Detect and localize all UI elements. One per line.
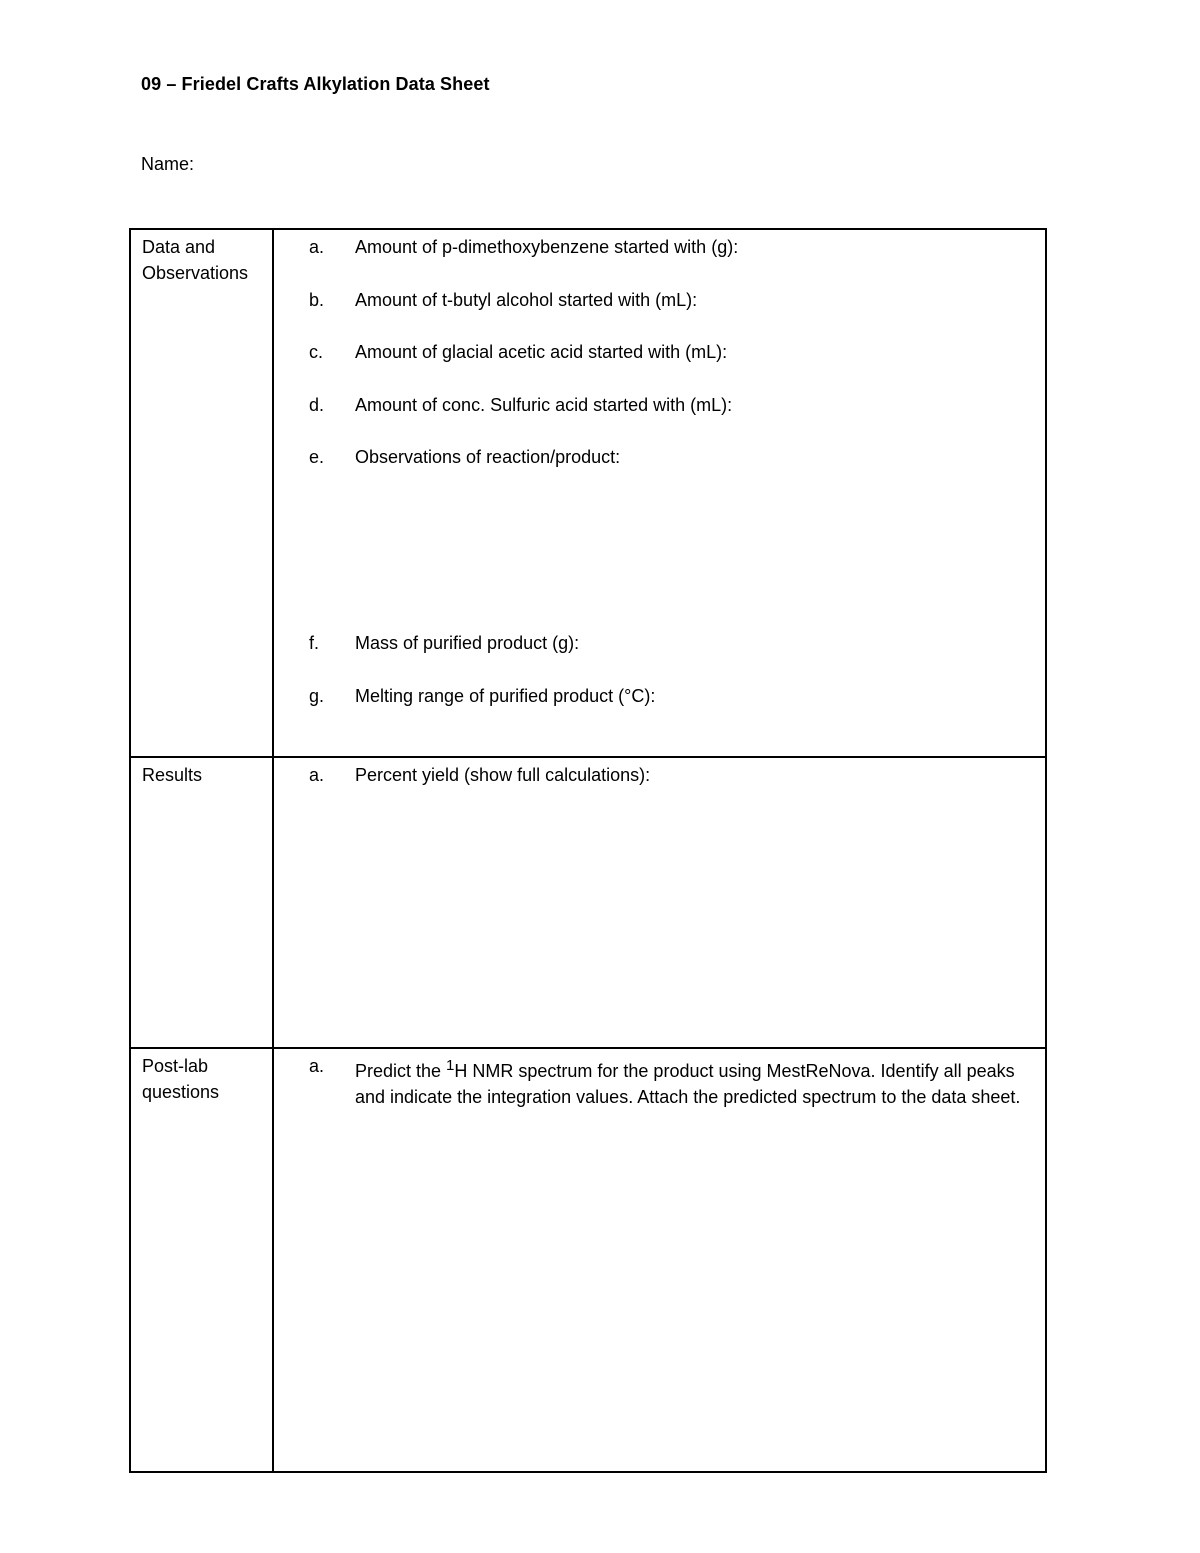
item-text-after: H NMR spectrum for the product using MestReNova. Identify all peaks and indicate the integration values. Attach the predicted spectrum to the data sheet. bbox=[355, 1061, 1021, 1107]
item-text: Melting range of purified product (°C): bbox=[355, 685, 656, 706]
item-letter: a. bbox=[309, 765, 325, 785]
list-item bbox=[274, 630, 1025, 656]
list-item bbox=[274, 234, 1025, 260]
page-title: 09 – Friedel Crafts Alkylation Data Sheet bbox=[141, 74, 490, 94]
post-lab-content-cell bbox=[273, 1048, 1046, 1472]
item-letter: a. bbox=[309, 1056, 325, 1076]
item-letter: g. bbox=[309, 685, 325, 706]
data-observations-list bbox=[274, 230, 1045, 709]
list-item bbox=[274, 392, 1025, 418]
item-letter: b. bbox=[309, 289, 325, 310]
post-lab-list bbox=[274, 1049, 1045, 1110]
list-item bbox=[274, 339, 1025, 365]
list-item bbox=[274, 762, 1025, 788]
item-letter: a. bbox=[309, 237, 325, 257]
section-label: Post-lab questions bbox=[142, 1056, 220, 1102]
results-list bbox=[274, 758, 1045, 788]
list-item bbox=[274, 683, 1025, 709]
item-letter: f. bbox=[309, 633, 320, 653]
item-text: Mass of purified product (g): bbox=[355, 633, 580, 653]
item-text: Amount of conc. Sulfuric acid started with (mL): bbox=[355, 394, 733, 415]
data-observations-row bbox=[130, 229, 1046, 757]
item-text: Observations of reaction/product: bbox=[355, 447, 621, 467]
item-text: Amount of glacial acetic acid started with (mL): bbox=[355, 342, 728, 362]
item-text: Amount of p-dimethoxybenzene started with (g): bbox=[355, 237, 739, 257]
data-sheet-table bbox=[129, 228, 1047, 1473]
list-item bbox=[274, 1053, 1025, 1110]
name-field-label: Name: bbox=[141, 154, 195, 174]
item-letter: e. bbox=[309, 447, 325, 467]
data-observations-content-cell bbox=[273, 229, 1046, 757]
list-item bbox=[274, 444, 1025, 470]
results-label-cell bbox=[130, 757, 273, 1048]
item-letter: c. bbox=[309, 342, 324, 362]
section-label: Results bbox=[142, 765, 203, 785]
section-label: Data and Observations bbox=[142, 237, 249, 283]
item-letter: d. bbox=[309, 394, 325, 415]
list-item bbox=[274, 287, 1025, 313]
item-text: Amount of t-butyl alcohol started with (mL): bbox=[355, 289, 698, 310]
superscript: 1 bbox=[446, 1057, 455, 1074]
results-row bbox=[130, 757, 1046, 1048]
data-observations-label-cell bbox=[130, 229, 273, 757]
post-lab-row bbox=[130, 1048, 1046, 1472]
item-text bbox=[355, 1053, 1025, 1110]
results-content-cell bbox=[273, 757, 1046, 1048]
item-text: Percent yield (show full calculations): bbox=[355, 765, 651, 785]
post-lab-label-cell bbox=[130, 1048, 273, 1472]
item-text-before: Predict the bbox=[355, 1061, 447, 1081]
